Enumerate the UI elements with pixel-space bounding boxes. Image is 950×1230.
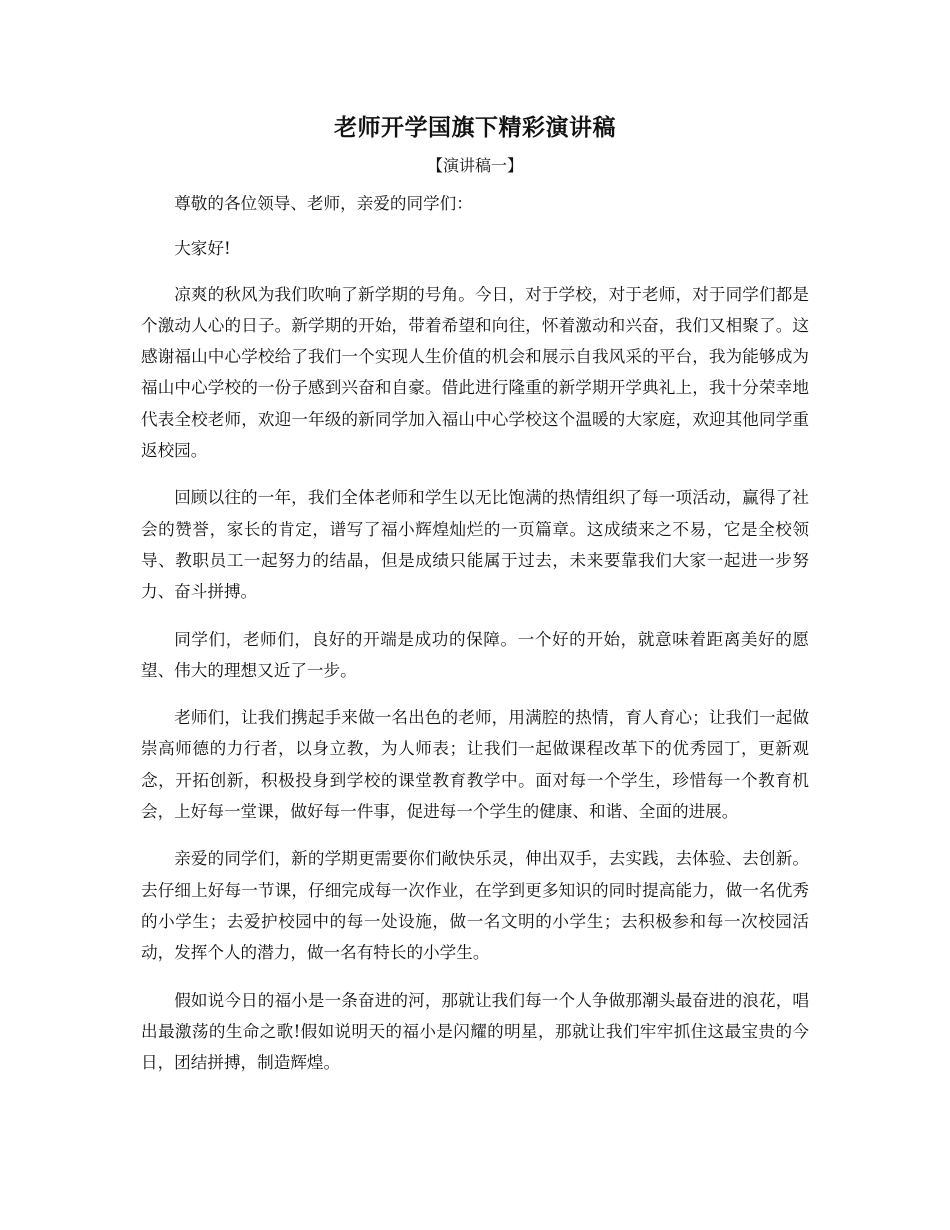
speech-subtitle: 【演讲稿一】: [426, 156, 523, 175]
body-paragraph: 亲爱的同学们，新的学期更需要你们敞快乐灵，伸出双手，去实践，去体验、去创新。去仔细上好每一节课，仔细完成每一次作业，在学到更多知识的同时提高能力，做一名优秀的小学生；去爱护校园中的每一处设施，做一名文明的小学生；去积极参和每一次校园活动，发挥个人的潜力，做一名有特长的小学生。: [141, 849, 809, 963]
document-page: [141, 110, 809, 1094]
body-paragraph: 老师们，让我们携起手来做一名出色的老师，用满腔的热情，育人育心；让我们一起做崇高师德的力行者，以身立教，为人师表；让我们一起做课程改革下的优秀园丁，更新观念，开拓创新，积极投身到学校的课堂教育教学中。面对每一个学生，珍惜每一个教育机会，上好每一堂课，做好每一件事，促进每一个学生的健康、和谐、全面的进展。: [141, 708, 809, 822]
body-paragraph: 假如说今日的福小是一条奋进的河，那就让我们每一个人争做那潮头最奋进的浪花，唱出最激荡的生命之歌!假如说明天的福小是闪耀的明星，那就让我们牢牢抓住这最宝贵的今日，团结拼搏，制造辉煌。: [141, 990, 809, 1073]
greeting-paragraph: 大家好!: [174, 239, 231, 259]
body-paragraph: 回顾以往的一年，我们全体老师和学生以无比饱满的热情组织了每一项活动，赢得了社会的赞誉，家长的肯定，谱写了福小辉煌灿烂的一页篇章。这成绩来之不易，它是全校领导、教职员工一起努力的结晶，但是成绩只能属于过去，未来要靠我们大家一起进一步努力、奋斗拼搏。: [141, 488, 809, 602]
document-title: 老师开学国旗下精彩演讲稿: [334, 115, 616, 141]
salutation-paragraph: 尊敬的各位领导、老师，亲爱的同学们：: [174, 194, 473, 213]
body-paragraph: 凉爽的秋风为我们吹响了新学期的号角。今日，对于学校，对于老师，对于同学们都是个激动人心的日子。新学期的开始，带着希望和向往，怀着激动和兴奋，我们又相聚了。这感谢福山中心学校给了我们一个实现人生价值的机会和展示自我风采的平台，我为能够成为福山中心学校的一份子感到兴奋和自豪。借此进行隆重的新学期开学典礼上，我十分荣幸地代表全校老师，欢迎一年级的新同学加入福山中心学校这个温暖的大家庭，欢迎其他同学重返校园。: [141, 284, 809, 461]
body-paragraph: 同学们，老师们，良好的开端是成功的保障。一个好的开始，就意味着距离美好的愿望、伟大的理想又近了一步。: [141, 629, 809, 680]
